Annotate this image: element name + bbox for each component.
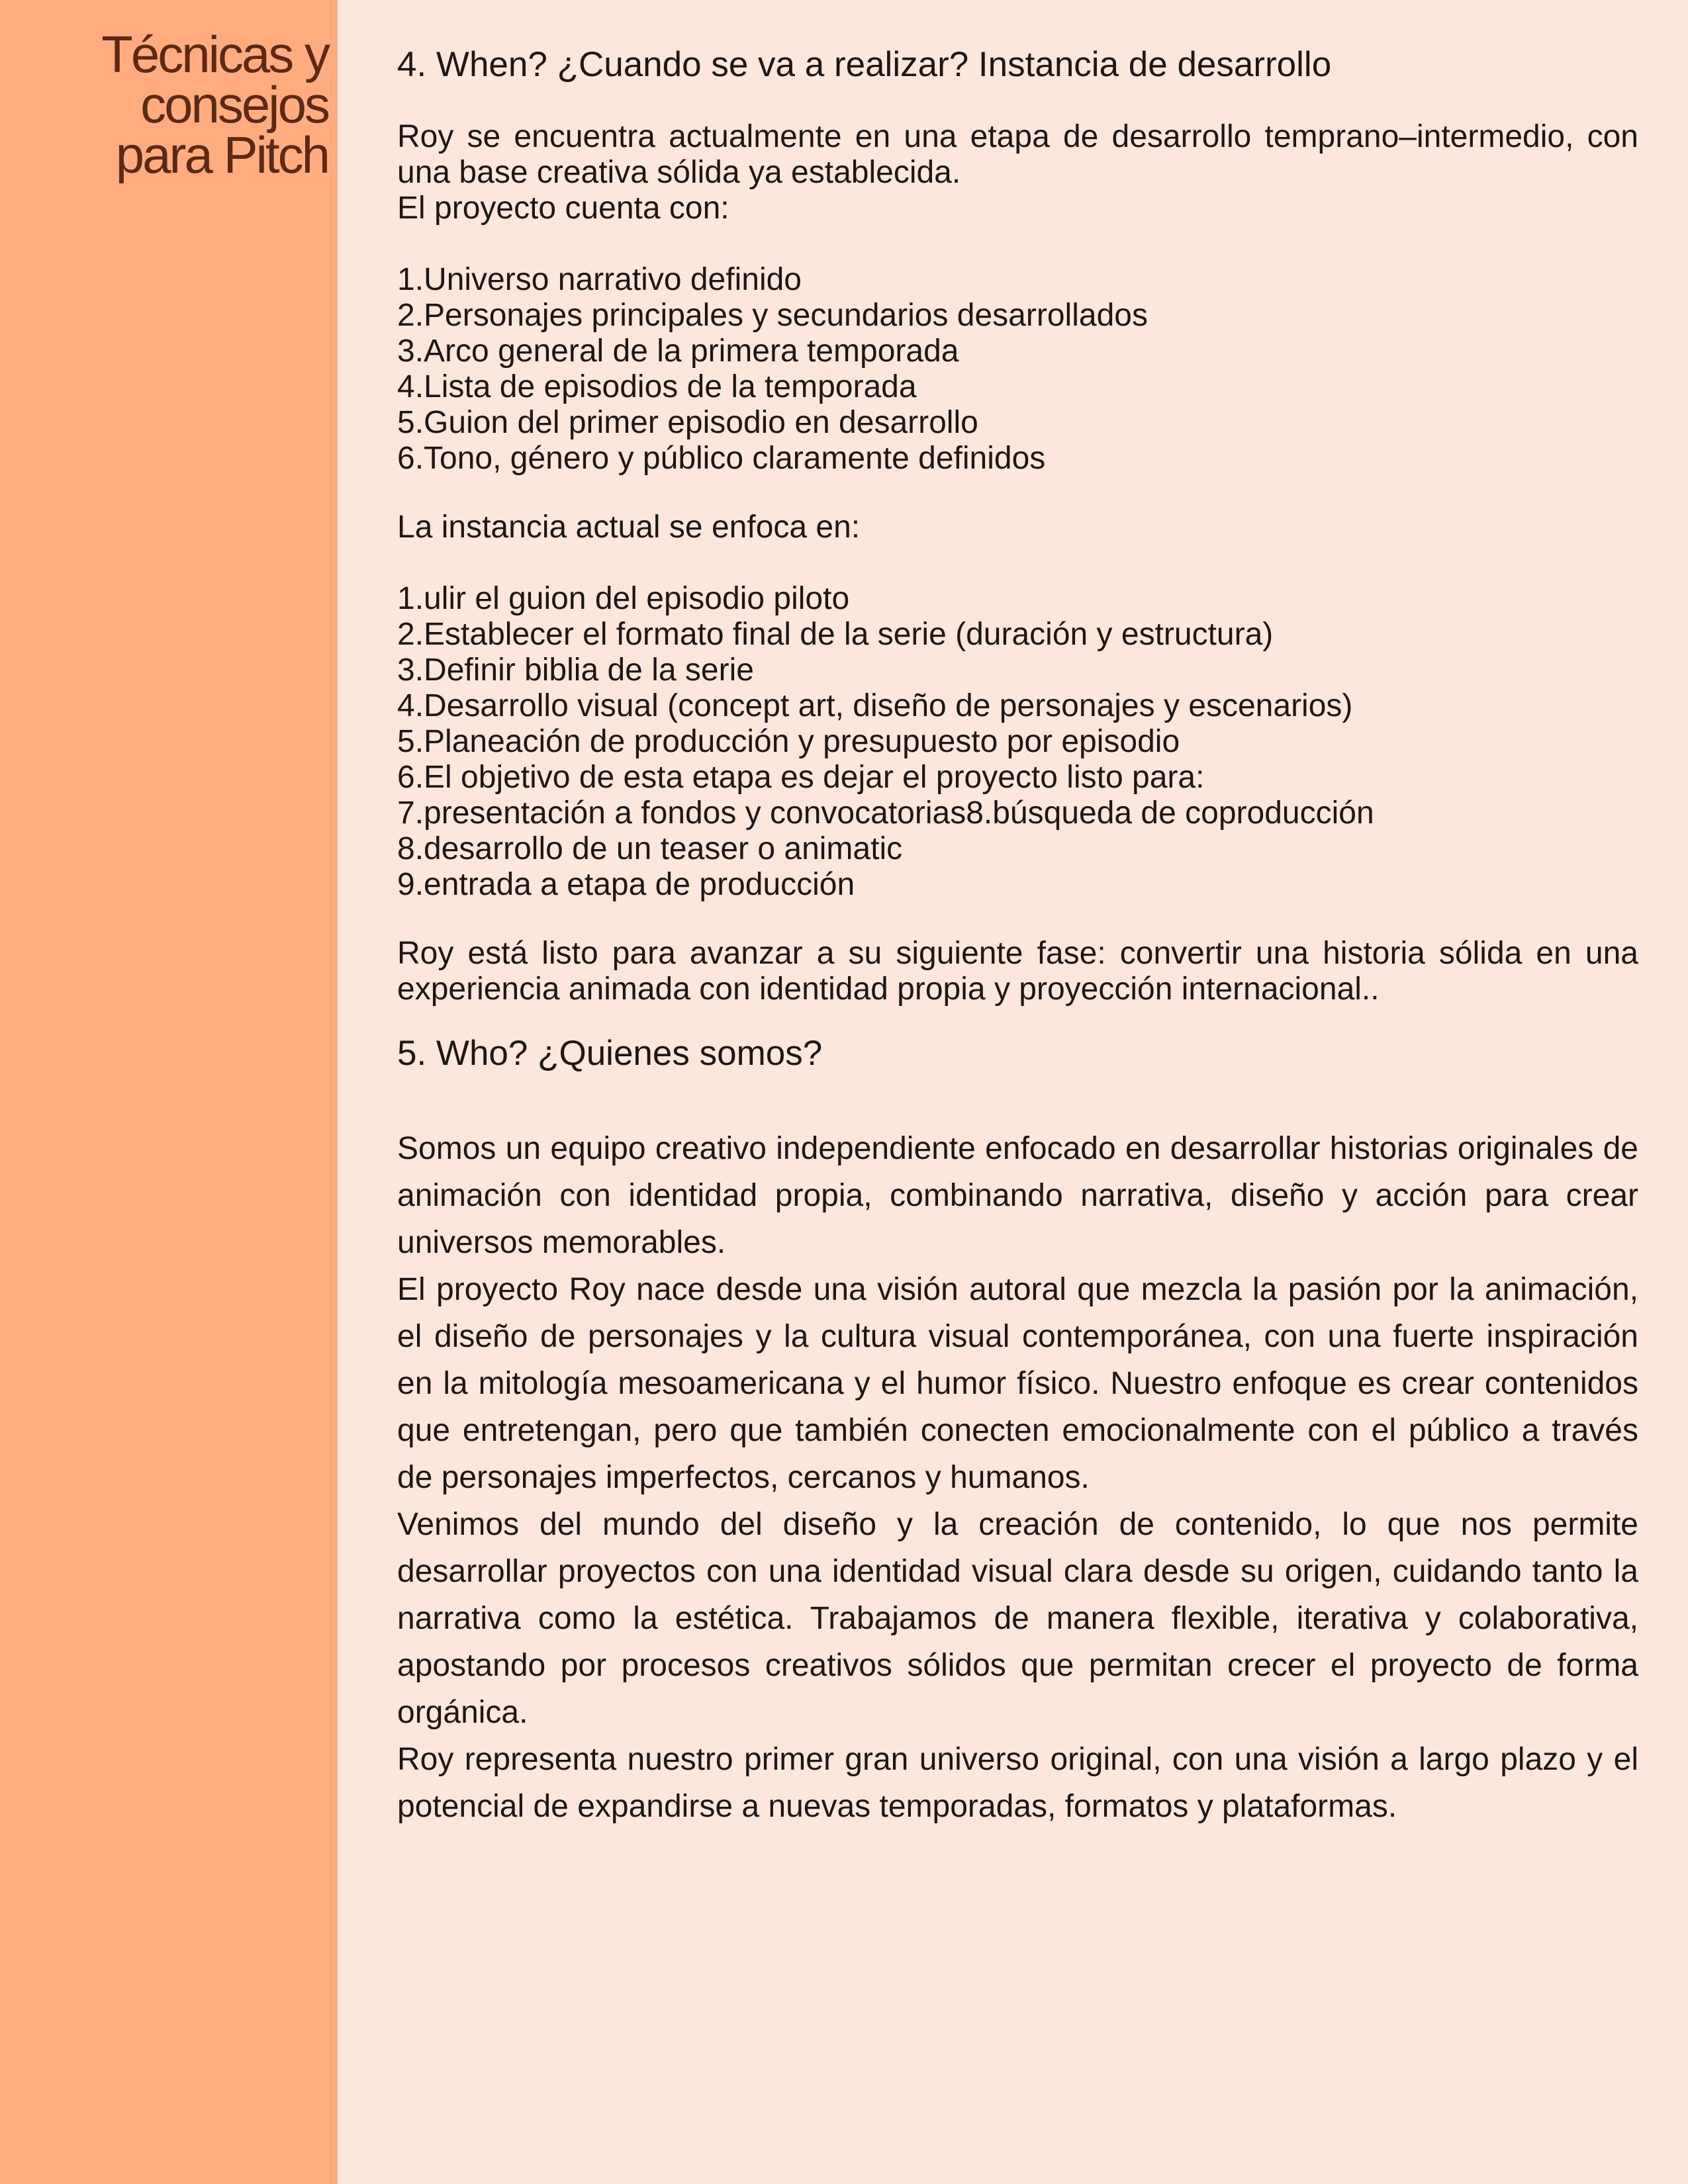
section-4-heading: 4. When? ¿Cuando se va a realizar? Instancia de desarrollo — [397, 45, 1332, 84]
sidebar-title-line: para Pitch — [115, 126, 328, 184]
list-item: 4.Lista de episodios de la temporada — [397, 369, 917, 404]
list-item: 2.Establecer el formato final de la serie (duración y estructura) — [397, 617, 1274, 652]
section-4-intro: Roy se encuentra actualmente en una etapa de desarrollo temprano–intermedio, con una base creativa sólida ya establecida. — [397, 119, 1638, 190]
list-item: 2.Personajes principales y secundarios desarrollados — [397, 298, 1148, 333]
sidebar-title — [11, 25, 328, 184]
section-5-paragraph: Venimos del mundo del diseño y la creación de contenido, lo que nos permite desarrollar proyectos con una identidad visual clara desde su origen, cuidando tanto la narrativa como la estética. Trabajamos de manera flexible, iterativa y colaborativa, apostando por procesos creativos sólidos que permitan crecer el proyecto de forma orgánica. — [397, 1507, 1638, 1730]
list-item: 3.Arco general de la primera temporada — [397, 334, 959, 369]
section-5-paragraph: Roy representa nuestro primer gran universo original, con una visión a largo plazo y el potencial de expandirse a nuevas temporadas, formatos y plataformas. — [397, 1742, 1638, 1824]
main-content — [397, 40, 1638, 1830]
list-item: 1.ulir el guion del episodio piloto — [397, 581, 850, 616]
sidebar-title-line: consejos — [140, 75, 328, 134]
section-5-heading: 5. Who? ¿Quienes somos? — [397, 1034, 823, 1073]
list-item: 5.Planeación de producción y presupuesto por episodio — [397, 724, 1180, 759]
sidebar — [0, 0, 338, 2184]
list-item: 6.El objetivo de esta etapa es dejar el proyecto listo para: — [397, 760, 1205, 795]
list-item: 1.Universo narrativo definido — [397, 262, 802, 297]
focus-list — [397, 581, 1638, 903]
list-item: 6.Tono, género y público claramente definidos — [397, 441, 1046, 476]
section-5-paragraph: El proyecto Roy nace desde una visión autoral que mezcla la pasión por la animación, el diseño de personajes y la cultura visual contemporánea, con una fuerte inspiración en la mitología mesoamericana y el humor físico. Nuestro enfoque es crear contenidos que entretengan, pero que también conecten emocionalmente con el público a través de personajes imperfectos, cercanos y humanos. — [397, 1272, 1638, 1495]
list-item: 8.desarrollo de un teaser o animatic — [397, 831, 903, 866]
list-item: 3.Definir biblia de la serie — [397, 653, 754, 688]
list-item: 7.presentación a fondos y convocatorias8.búsqueda de coproducción — [397, 796, 1374, 831]
list-item: 9.entrada a etapa de producción — [397, 867, 855, 902]
section-5-paragraph: Somos un equipo creativo independiente enfocado en desarrollar historias originales de animación con identidad propia, combinando narrativa, diseño y acción para crear universos memorables. — [397, 1131, 1638, 1260]
list-item: 4.Desarrollo visual (concept art, diseño de personajes y escenarios) — [397, 688, 1353, 723]
section-4-closing: Roy está listo para avanzar a su siguiente fase: convertir una historia sólida en una experiencia animada con identidad propia y proyección internacional.. — [397, 936, 1638, 1007]
project-assets-list — [397, 262, 1638, 477]
section-4-intro-list-lead: El proyecto cuenta con: — [397, 191, 729, 226]
list-item: 5.Guion del primer episodio en desarrollo — [397, 405, 978, 440]
focus-intro: La instancia actual se enfoca en: — [397, 510, 861, 545]
sidebar-title-line: Técnicas y — [101, 25, 328, 83]
